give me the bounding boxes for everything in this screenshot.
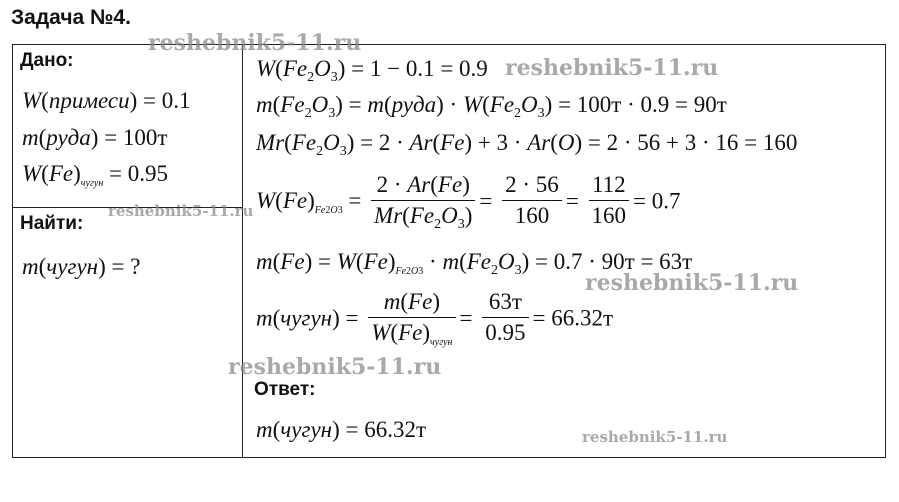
solution-line-5: $m(Fe) = W(Fe)_{Fe2O3} \cdot m(Fe_2O_3) = 0.7 \cdot 90т = 63т$ [256, 249, 693, 278]
fraction-numeric [482, 289, 528, 347]
answer-heading: Ответ: [254, 379, 316, 400]
column-divider [242, 44, 243, 458]
answer-value: m(чугун) = 66.32т [256, 417, 427, 442]
fraction-numerator: 63т [482, 289, 528, 318]
watermark: reshebnik5-11.ru [505, 55, 719, 81]
solution-line-6: m(чугун) = $\frac{m(Fe)}{W(Fe)_{чугун}}$ = $\frac{63т}{0.95}$ = 66.32т [256, 289, 614, 349]
fraction-numerator: 2 · 56 [502, 172, 562, 201]
fe-fraction-result: = 0.7 [633, 188, 681, 214]
solution-line-1: $W(Fe_2O_3) = 1 - 0.1 = 0.9$ [256, 56, 488, 85]
fraction-numerator: m(Fe) [368, 289, 455, 318]
fraction-ar-over-mr [371, 172, 475, 233]
page-title: Задача №4. [11, 6, 131, 29]
fraction-denominator: 160 [514, 203, 550, 229]
fraction-denominator: $Mr(Fe_2O_3)$ [374, 203, 473, 233]
fe-fraction-lhs: $W(Fe)_{Fe2O3}$ = [256, 188, 362, 217]
fraction-denominator: 0.95 [485, 320, 526, 346]
fraction-numeric [502, 172, 562, 230]
find-iron-mass: m(чугун) = ? [22, 254, 141, 279]
fraction-denominator: $W(Fe)_{чугун}$ [371, 320, 453, 349]
given-fe-fraction-in-iron: $W(Fe)_{чугун} = 0.95$ [22, 161, 169, 189]
watermark: reshebnik5-11.ru [582, 428, 728, 446]
solution-line-2: $m(Fe_2O_3)$ = m(руда) · $W(Fe_2O_3) = 100т \cdot 0.9 = 90т$ [256, 92, 727, 121]
watermark: reshebnik5-11.ru [108, 202, 254, 220]
fraction-fe-over-w [368, 289, 455, 347]
fraction-denominator: 160 [591, 203, 627, 229]
iron-mass-lhs: m(чугун) = [256, 305, 359, 331]
given-heading: Дано: [20, 50, 74, 71]
iron-mass-result: = 66.32т [532, 305, 614, 331]
solution-line-4: $W(Fe)_{Fe2O3}$ = $\frac{2 \cdot Ar(Fe)}{Mr(Fe_2O_3)}$ = $\frac{2 \cdot 56}{160}$ = $\frac{112}{160}$ = 0.7 [256, 172, 681, 233]
given-ore-mass: m(руда) = 100т [22, 125, 168, 150]
find-heading: Найти: [20, 213, 84, 234]
fraction-simplified [589, 172, 630, 230]
solution-line-3: $Mr(Fe_2O_3) = 2 \cdot Ar(Fe) + 3 \cdot Ar(O) = 2 \cdot 56 + 3 \cdot 16 = 160$ [256, 130, 798, 159]
fraction-numerator: 2 · Ar(Fe) [371, 172, 475, 201]
watermark: reshebnik5-11.ru [228, 354, 442, 380]
watermark: reshebnik5-11.ru [585, 270, 799, 296]
watermark: reshebnik5-11.ru [148, 30, 362, 56]
given-impurity-fraction: W(примеси) = 0.1 [22, 88, 191, 113]
fraction-numerator: 112 [589, 172, 630, 201]
